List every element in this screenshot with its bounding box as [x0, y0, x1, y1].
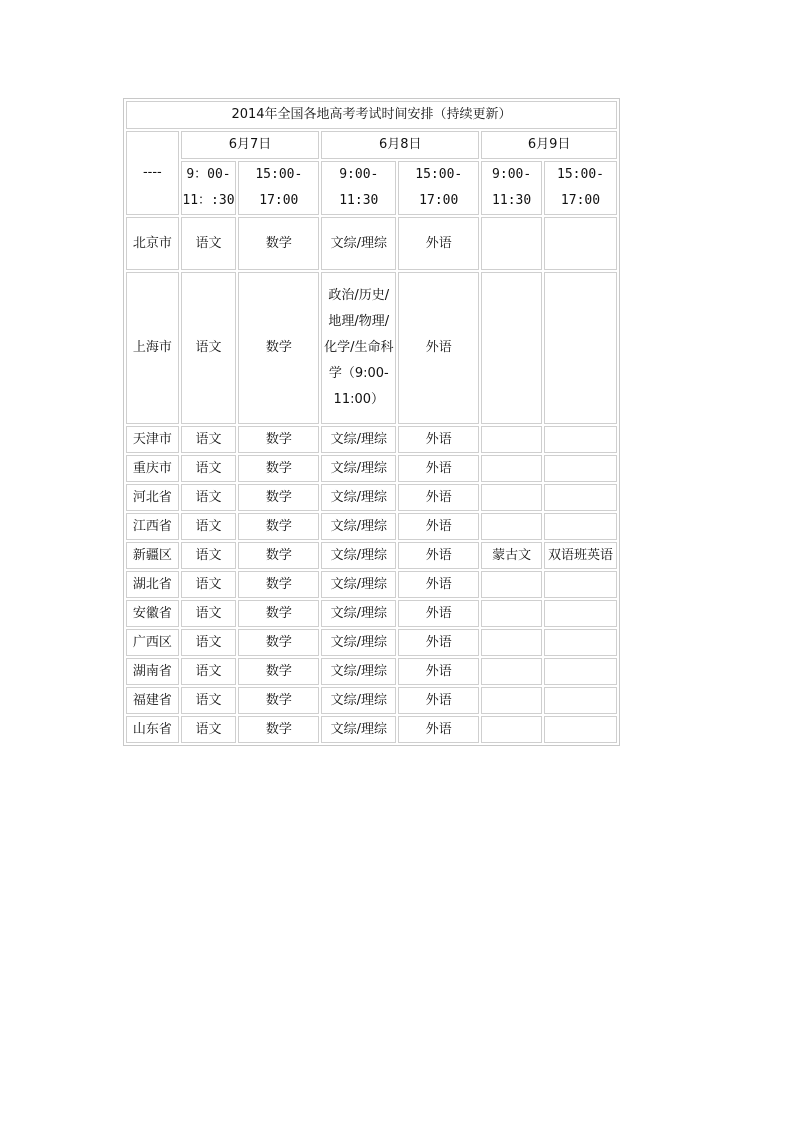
time-slot-header: 15:00-17:00 — [544, 161, 617, 215]
cell-day2-am: 文综/理综 — [321, 484, 396, 511]
cell-day1-pm: 数学 — [238, 217, 319, 270]
cell-day1-am: 语文 — [181, 455, 237, 482]
time-slot-header: 9：00-11：:30 — [181, 161, 237, 215]
cell-day1-pm: 数学 — [238, 484, 319, 511]
cell-day3-am — [481, 513, 542, 540]
cell-day3-pm — [544, 217, 617, 270]
cell-day2-am: 文综/理综 — [321, 217, 396, 270]
cell-day2-am: 文综/理综 — [321, 716, 396, 743]
date-header: 6月7日 — [181, 131, 320, 159]
cell-day2-am: 文综/理综 — [321, 426, 396, 453]
cell-day2-pm: 外语 — [398, 629, 479, 656]
cell-day1-am: 语文 — [181, 629, 237, 656]
province-cell: 山东省 — [126, 716, 179, 743]
table-row — [126, 484, 617, 511]
table-row — [126, 272, 617, 424]
cell-day2-pm: 外语 — [398, 571, 479, 598]
province-cell: 上海市 — [126, 272, 179, 424]
cell-day2-am: 文综/理综 — [321, 600, 396, 627]
table-row — [126, 629, 617, 656]
province-cell: 江西省 — [126, 513, 179, 540]
province-cell: 安徽省 — [126, 600, 179, 627]
cell-day1-pm: 数学 — [238, 455, 319, 482]
cell-day2-am: 政治/历史/地理/物理/化学/生命科学（9:00-11:00） — [321, 272, 396, 424]
cell-day1-pm: 数学 — [238, 426, 319, 453]
table-row — [126, 426, 617, 453]
exam-schedule-table — [123, 98, 620, 746]
cell-day3-am — [481, 658, 542, 685]
cell-day3-pm — [544, 658, 617, 685]
cell-day3-pm: 双语班英语 — [544, 542, 617, 569]
corner-cell: ---- — [126, 131, 179, 215]
province-cell: 新疆区 — [126, 542, 179, 569]
cell-day1-am: 语文 — [181, 542, 237, 569]
cell-day2-pm: 外语 — [398, 217, 479, 270]
province-cell: 北京市 — [126, 217, 179, 270]
cell-day3-pm — [544, 513, 617, 540]
table-row — [126, 455, 617, 482]
date-header: 6月9日 — [481, 131, 617, 159]
cell-day3-pm — [544, 484, 617, 511]
table-row — [126, 687, 617, 714]
cell-day3-pm — [544, 629, 617, 656]
cell-day2-am: 文综/理综 — [321, 542, 396, 569]
cell-day3-am — [481, 217, 542, 270]
time-slot-header: 15:00-17:00 — [398, 161, 479, 215]
cell-day2-pm: 外语 — [398, 542, 479, 569]
cell-day3-pm — [544, 426, 617, 453]
province-cell: 福建省 — [126, 687, 179, 714]
cell-day1-pm: 数学 — [238, 571, 319, 598]
province-cell: 河北省 — [126, 484, 179, 511]
cell-day3-am — [481, 687, 542, 714]
province-cell: 重庆市 — [126, 455, 179, 482]
date-header: 6月8日 — [321, 131, 479, 159]
cell-day3-am — [481, 426, 542, 453]
cell-day1-am: 语文 — [181, 687, 237, 714]
cell-day1-am: 语文 — [181, 513, 237, 540]
cell-day1-am: 语文 — [181, 272, 237, 424]
cell-day2-pm: 外语 — [398, 513, 479, 540]
table-row — [126, 600, 617, 627]
table-row — [126, 571, 617, 598]
cell-day3-pm — [544, 272, 617, 424]
cell-day3-am — [481, 600, 542, 627]
cell-day2-pm: 外语 — [398, 272, 479, 424]
cell-day1-am: 语文 — [181, 571, 237, 598]
province-cell: 湖北省 — [126, 571, 179, 598]
cell-day1-pm: 数学 — [238, 687, 319, 714]
province-cell: 天津市 — [126, 426, 179, 453]
cell-day2-pm: 外语 — [398, 484, 479, 511]
cell-day1-pm: 数学 — [238, 600, 319, 627]
cell-day3-pm — [544, 600, 617, 627]
cell-day3-am — [481, 455, 542, 482]
cell-day2-pm: 外语 — [398, 716, 479, 743]
cell-day2-pm: 外语 — [398, 600, 479, 627]
cell-day3-am: 蒙古文 — [481, 542, 542, 569]
cell-day1-am: 语文 — [181, 600, 237, 627]
cell-day3-am — [481, 629, 542, 656]
cell-day1-pm: 数学 — [238, 513, 319, 540]
cell-day2-pm: 外语 — [398, 687, 479, 714]
cell-day3-am — [481, 716, 542, 743]
table-row — [126, 716, 617, 743]
cell-day3-pm — [544, 716, 617, 743]
exam-schedule-document — [124, 99, 619, 746]
cell-day1-pm: 数学 — [238, 716, 319, 743]
cell-day2-am: 文综/理综 — [321, 687, 396, 714]
province-cell: 湖南省 — [126, 658, 179, 685]
cell-day2-am: 文综/理综 — [321, 513, 396, 540]
cell-day2-pm: 外语 — [398, 455, 479, 482]
cell-day1-am: 语文 — [181, 484, 237, 511]
table-row — [126, 217, 617, 270]
cell-day3-pm — [544, 455, 617, 482]
cell-day1-am: 语文 — [181, 716, 237, 743]
cell-day2-am: 文综/理综 — [321, 629, 396, 656]
province-cell: 广西区 — [126, 629, 179, 656]
cell-day2-am: 文综/理综 — [321, 658, 396, 685]
cell-day3-pm — [544, 687, 617, 714]
cell-day1-am: 语文 — [181, 658, 237, 685]
cell-day1-pm: 数学 — [238, 658, 319, 685]
time-slot-header: 9:00-11:30 — [321, 161, 396, 215]
table-title: 2014年全国各地高考考试时间安排（持续更新） — [126, 101, 617, 129]
cell-day1-pm: 数学 — [238, 629, 319, 656]
time-slot-header: 15:00-17:00 — [238, 161, 319, 215]
cell-day3-am — [481, 571, 542, 598]
cell-day1-pm: 数学 — [238, 542, 319, 569]
table-row — [126, 513, 617, 540]
time-slot-header: 9:00-11:30 — [481, 161, 542, 215]
cell-day2-am: 文综/理综 — [321, 571, 396, 598]
table-row — [126, 542, 617, 569]
cell-day1-am: 语文 — [181, 217, 237, 270]
cell-day2-pm: 外语 — [398, 426, 479, 453]
cell-day3-am — [481, 484, 542, 511]
cell-day2-am: 文综/理综 — [321, 455, 396, 482]
cell-day2-pm: 外语 — [398, 658, 479, 685]
cell-day3-pm — [544, 571, 617, 598]
cell-day3-am — [481, 272, 542, 424]
cell-day1-am: 语文 — [181, 426, 237, 453]
cell-day1-pm: 数学 — [238, 272, 319, 424]
table-row — [126, 658, 617, 685]
